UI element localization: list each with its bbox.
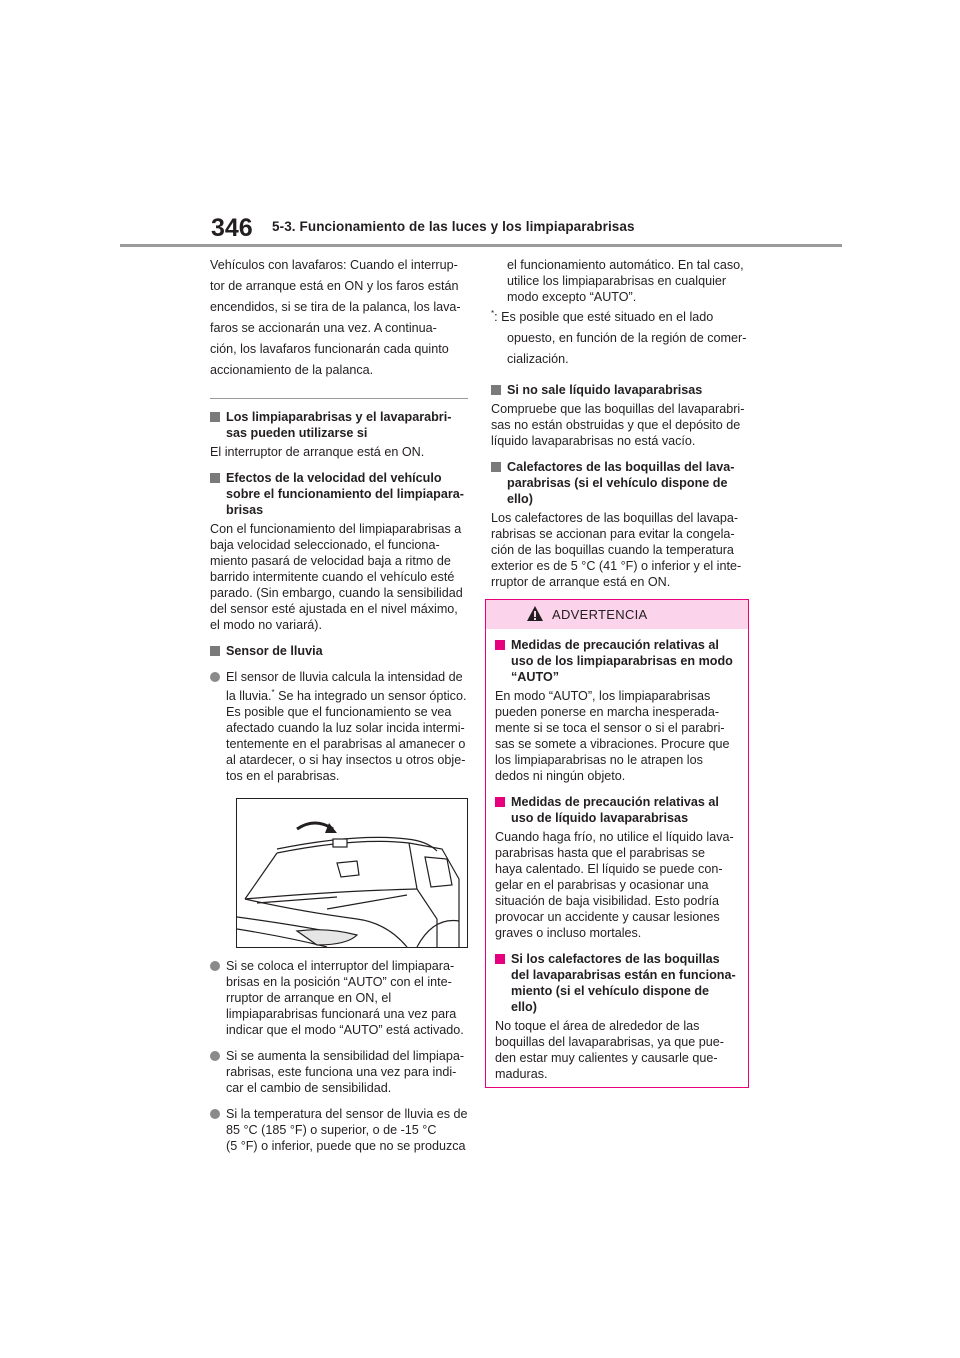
warning-paragraph: En modo “AUTO”, los limpiaparabrisas pueden ponerse en marcha inesperada- mente si se toca el sensor o si el parabri- sas se somete a vibraciones. Procure que los limpiaparabrisas no le atrapen los dedos ni ningún objeto. [495, 689, 730, 783]
bullet-dot-icon [210, 1109, 220, 1119]
subheading-no-fluid: Si no sale líquido lavaparabrisas [491, 382, 753, 398]
pink-square-icon [495, 640, 505, 650]
body-paragraph: Los calefactores de las boquillas del lavapa- rabrisas se accionan para evitar la congela- ción de las boquillas cuando la temperatura exterior es de 5 °C (41 °F) o inferior y el inte- rruptor de arranque está en ON. [491, 511, 742, 589]
subheading-speed-effects: Efectos de la velocidad del vehículo sobre el funcionamiento del limpiapara- brisas [210, 470, 472, 518]
warning-triangle-icon [526, 605, 544, 622]
continued-paragraph: el funcionamiento automático. En tal caso, utilice los limpiaparabrisas en cualquier modo excepto “AUTO”. [507, 258, 744, 304]
body-paragraph: Con el funcionamiento del limpiaparabrisas a baja velocidad seleccionado, el funciona- miento pasará de velocidad baja a ritmo de barrido intermitente cuando el vehículo esté parado. (Sin embargo, cuando la sensibilidad del sensor esté ajustada en el nivel máximo, el modo no variará). [210, 522, 463, 632]
gray-square-icon [491, 462, 501, 472]
section-title: 5-3. Funcionamiento de las luces y los limpiaparabrisas [272, 219, 635, 234]
text-line: Vehículos con lavafaros: Cuando el interrup- [210, 258, 458, 272]
text-line: encendidos, si se tira de la palanca, los lava- [210, 300, 461, 314]
footnote-marker: * [271, 687, 275, 697]
header-divider [120, 244, 842, 247]
inline-text: Se ha integrado un sensor óptico. [274, 689, 467, 703]
warning-header [486, 600, 748, 629]
warning-title: ADVERTENCIA [552, 607, 648, 622]
warning-box [485, 599, 749, 1088]
subheading-nozzle-heaters: Calefactores de las boquillas del lava- parabrisas (si el vehículo dispone de ello) [491, 459, 753, 507]
bullet-auto-position: Si se coloca el interruptor del limpiapara- brisas en la posición “AUTO” con el inte- rruptor de arranque en ON, el limpiaparabrisas funcionará una vez para indicar que el modo “AUTO” está activado. [210, 958, 472, 1038]
body-paragraph: Compruebe que las boquillas del lavaparabri- sas no están obstruidas y que el depósito de líquido lavaparabrisas no está vacío. [491, 402, 745, 448]
gray-square-icon [210, 646, 220, 656]
bullet-temperature: Si la temperatura del sensor de lluvia es de 85 °C (185 °F) o superior, o de -15 °C (5 °F) o inferior, puede que no se produzca [210, 1106, 472, 1154]
warning-subheading-washer-fluid: Medidas de precaución relativas al uso de líquido lavaparabrisas [495, 794, 739, 826]
bullet-rain-sensor: El sensor de lluvia calcula la intensidad de la lluvia.* Se ha integrado un sensor óptico. Es posible que el funcionamiento se vea afectado cuando la luz solar incida intermi- tentemente en el parabrisas al amanecer o al atardecer, o si hay insectos u otros obje- tos en el parabrisas. [210, 669, 472, 784]
warning-subheading-nozzle-heaters: Si los calefactores de las boquillas del lavaparabrisas están en funciona- miento (si el vehículo dispone de ello) [495, 951, 739, 1015]
car-windshield-drawing [237, 799, 467, 947]
text-line: ción, los lavafaros funcionarán cada quinto [210, 342, 449, 356]
pink-square-icon [495, 797, 505, 807]
body-text: El interruptor de arranque está en ON. [210, 445, 425, 459]
warning-paragraph: No toque el área de alrededor de las boquillas del lavaparabrisas, ya que pue- den estar muy calientes y causarle que- maduras. [495, 1019, 724, 1081]
pink-square-icon [495, 954, 505, 964]
intro-paragraph [210, 255, 472, 381]
inline-text: la lluvia. [226, 689, 272, 703]
page-number: 346 [211, 214, 253, 242]
footnote: *: Es posible que esté situado en el lado opuesto, en función de la región de comer- cialización. [491, 308, 747, 366]
gray-square-icon [210, 412, 220, 422]
bullet-sensitivity: Si se aumenta la sensibilidad del limpiapa- rabrisas, este funciona una vez para indi- car el cambio de sensibilidad. [210, 1048, 472, 1096]
left-column [210, 255, 472, 1154]
text-line: faros se accionarán una vez. A continua- [210, 321, 437, 335]
footnote-marker: * [491, 308, 495, 318]
text-line: accionamiento de la palanca. [210, 363, 374, 377]
subheading-rain-sensor: Sensor de lluvia [210, 643, 472, 659]
bullet-dot-icon [210, 1051, 220, 1061]
warning-subheading-auto-mode: Medidas de precaución relativas al uso de los limpiaparabrisas en modo “AUTO” [495, 637, 739, 685]
warning-paragraph: Cuando haga frío, no utilice el líquido lava- parabrisas hasta que el parabrisas se haya calentado. El líquido se puede con- gelar en el parabrisas y ocasionar una situación de baja visibilidad. Esto podría provocar un accidente y causar lesiones graves o incluso mortales. [495, 830, 734, 940]
right-column [491, 257, 753, 590]
text-line: tor de arranque está en ON y los faros están [210, 279, 459, 293]
bullet-dot-icon [210, 672, 220, 682]
gray-square-icon [491, 385, 501, 395]
bullet-dot-icon [210, 961, 220, 971]
windshield-illustration [236, 798, 468, 948]
warning-body [486, 629, 748, 1082]
subheading-wipers-usable: Los limpiaparabrisas y el lavaparabri- sas pueden utilizarse si [210, 409, 472, 441]
gray-square-icon [210, 473, 220, 483]
